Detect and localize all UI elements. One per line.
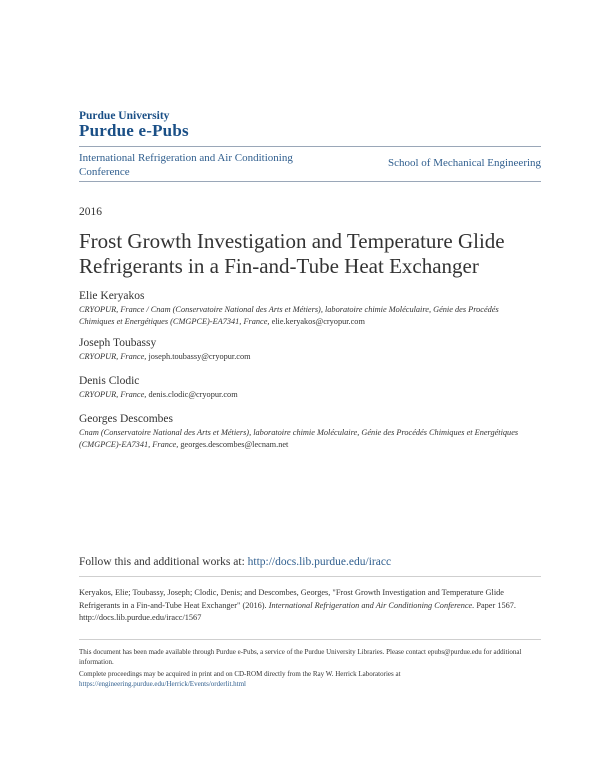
author-affiliation bbox=[79, 389, 519, 401]
orderlit-link[interactable]: https://engineering.purdue.edu/Herrick/Events/orderlit.html bbox=[79, 680, 246, 688]
publication-year: 2016 bbox=[79, 206, 102, 218]
conference-link[interactable]: International Refrigeration and Air Conditioning Conference bbox=[79, 152, 293, 178]
author-affiliation bbox=[79, 304, 519, 328]
header-bottom-rule bbox=[79, 181, 541, 182]
affiliation-text: CRYOPUR, France, bbox=[79, 352, 147, 361]
author-email: elie.keryakos@cryopur.com bbox=[271, 317, 365, 326]
repository-name: Purdue e-Pubs bbox=[79, 121, 189, 140]
citation-venue: International Refrigeration and Air Conditioning Conference. bbox=[268, 600, 475, 610]
header-top-rule bbox=[79, 146, 541, 147]
paper-title: Frost Growth Investigation and Temperature Glide Refrigerants in a Fin-and-Tube Heat Exchanger bbox=[79, 229, 505, 278]
notice-block bbox=[79, 647, 539, 691]
follow-line bbox=[79, 556, 391, 568]
notice-proceedings-text: Complete proceedings may be acquired in print and on CD-ROM directly from the Ray W. Herrick Laboratories at bbox=[79, 670, 401, 678]
department-link[interactable]: School of Mechanical Engineering bbox=[388, 157, 542, 169]
author-email: joseph.toubassy@cryopur.com bbox=[148, 352, 251, 361]
university-name: Purdue University bbox=[79, 110, 170, 122]
citation-paper: Paper 1567. bbox=[476, 600, 516, 610]
collection-link[interactable]: http://docs.lib.purdue.edu/iracc bbox=[247, 556, 392, 568]
author-affiliation bbox=[79, 351, 519, 363]
divider bbox=[79, 576, 541, 577]
notice-availability: This document has been made available through Purdue e-Pubs, a service of the Purdue University Libraries. Please contact epubs@purdue.edu for additional information. bbox=[79, 648, 522, 666]
author-name: Joseph Toubassy bbox=[79, 337, 157, 349]
notice-proceedings bbox=[79, 669, 539, 689]
follow-text: Follow this and additional works at: bbox=[79, 556, 245, 568]
author-name: Denis Clodic bbox=[79, 375, 140, 387]
author-name: Georges Descombes bbox=[79, 413, 173, 425]
citation-text: Keryakos, Elie; Toubassy, Joseph; Clodic, Denis; and Descombes, Georges, "Frost Growth Investigation and Temperature Glide Refrigerants in a Fin-and-Tube Heat Exchanger" (2016). bbox=[79, 588, 504, 610]
author-affiliation bbox=[79, 427, 519, 451]
citation-block bbox=[79, 587, 529, 625]
author-email: georges.descombes@lecnam.net bbox=[180, 440, 289, 449]
affiliation-text: Cnam (Conservatoire National des Arts et Métiers), laboratoire chimie Moléculaire, Génie des Procédés Chimiques et Energétiques (CMGPCE)-EA7341, France, bbox=[79, 428, 519, 449]
affiliation-text: CRYOPUR, France / Cnam (Conservatoire National des Arts et Métiers), laboratoire chimie Moléculaire, Génie des Procédés Chimiques et Energétiques (CMGPCE)-EA7341, France, bbox=[79, 305, 499, 326]
author-name: Elie Keryakos bbox=[79, 290, 145, 302]
citation-url[interactable]: http://docs.lib.purdue.edu/iracc/1567 bbox=[79, 613, 202, 622]
divider bbox=[79, 639, 541, 640]
affiliation-text: CRYOPUR, France, bbox=[79, 390, 147, 399]
author-email: denis.clodic@cryopur.com bbox=[148, 390, 238, 399]
